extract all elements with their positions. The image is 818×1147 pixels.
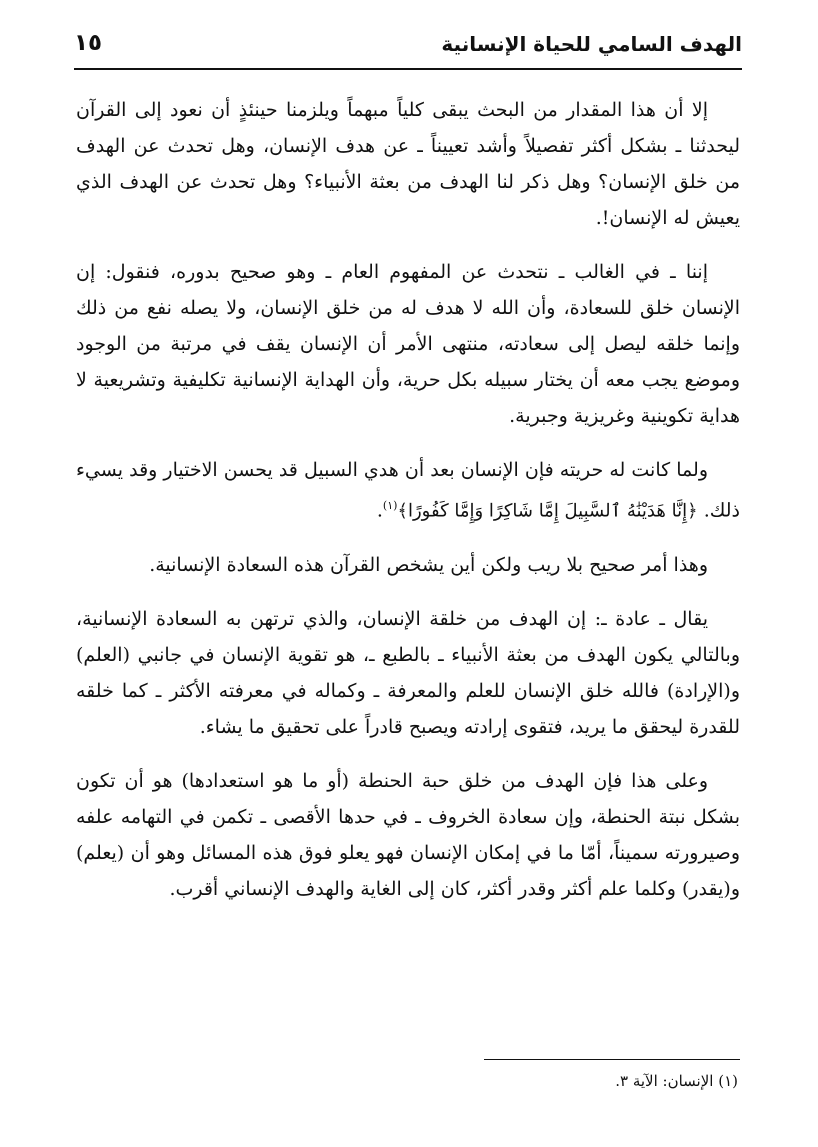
paragraph-with-verse	[76, 452, 740, 529]
page-header	[74, 30, 742, 70]
footnote-divider	[484, 1059, 740, 1060]
footnote-reference: (١)	[382, 499, 398, 512]
paragraph: وعلى هذا فإن الهدف من خلق حبة الحنطة (أو ما هو استعدادها) هو أن تكون بشكل نبتة الحنطة، وإن سعادة الخروف ـ في حدها الأقصى ـ تكمن في التهامه علفه وصيرورته سميناً، أمّا ما في إمكان الإنسان فهو يعلو فوق هذه المسائل وهو أن (يعلم) و(يقدر) وكلما علم أكثر وقدر أكثر، كان إلى الغاية والهدف الإنساني أقرب.	[76, 770, 740, 901]
body-text	[76, 92, 740, 925]
paragraph: إلا أن هذا المقدار من البحث يبقى كلياً مبهماً ويلزمنا حينئذٍ أن نعود إلى القرآن ليحدثنا ـ بشكل أكثر تفصيلاً وأشد تعييناً ـ عن هدف الإنسان، وهل تحدث عن الهدف من خلق الإنسان؟ وهل ذكر لنا الهدف من بعثة الأنبياء؟ وهل تحدث عن الهدف الذي يعيش له الإنسان!.	[76, 99, 740, 229]
quran-verse: ﴿إِنَّا هَدَيْنَٰهُ ٱلسَّبِيلَ إِمَّا شَاكِرًا وَإِمَّا كَفُورًا﴾	[397, 500, 698, 522]
paragraph: إننا ـ في الغالب ـ نتحدث عن المفهوم العام ـ وهو صحيح بدوره، فنقول: إن الإنسان خلق للسعادة، وأن الله لا هدف له من خلق الإنسان، ولا يصله نفع من ذلك وإنما خلقه ليصل إلى سعادته، منتهى الأمر أن الإنسان يقف في مرتبة من الوجود وموضع يجب معه أن يختار سبيله بكل حرية، وأن الهداية الإنسانية تكليفية وتشريعية لا هداية تكوينية وغريزية وجبرية.	[76, 261, 740, 427]
paragraph-end: .	[376, 499, 383, 522]
footnote: (١) الإنسان: الآية ٣.	[615, 1072, 738, 1090]
paragraph: يقال ـ عادة ـ: إن الهدف من خلقة الإنسان، والذي ترتهن به السعادة الإنسانية، وبالتالي يكون الهدف من بعثة الأنبياء ـ بالطبع ـ، هو تقوية الإنسان في جانبي (العلم) و(الإرادة) فالله خلق الإنسان للعلم والمعرفة ـ وكماله في معرفته الأكثر ـ كما خلقه للقدرة ليحقق ما يريد، فتقوى إرادته ويصبح قادراً على تحقيق ما يشاء.	[76, 608, 740, 739]
paragraph-text: ولما كانت له حريته فإن الإنسان بعد أن هدي السبيل قد يحسن الاختيار وقد يسيء ذلك.	[76, 459, 740, 522]
paragraph: وهذا أمر صحيح بلا ريب ولكن أين يشخص القرآن هذه السعادة الإنسانية.	[149, 554, 708, 577]
running-title: الهدف السامي للحياة الإنسانية	[441, 32, 742, 56]
page-number: ١٥	[74, 30, 103, 56]
